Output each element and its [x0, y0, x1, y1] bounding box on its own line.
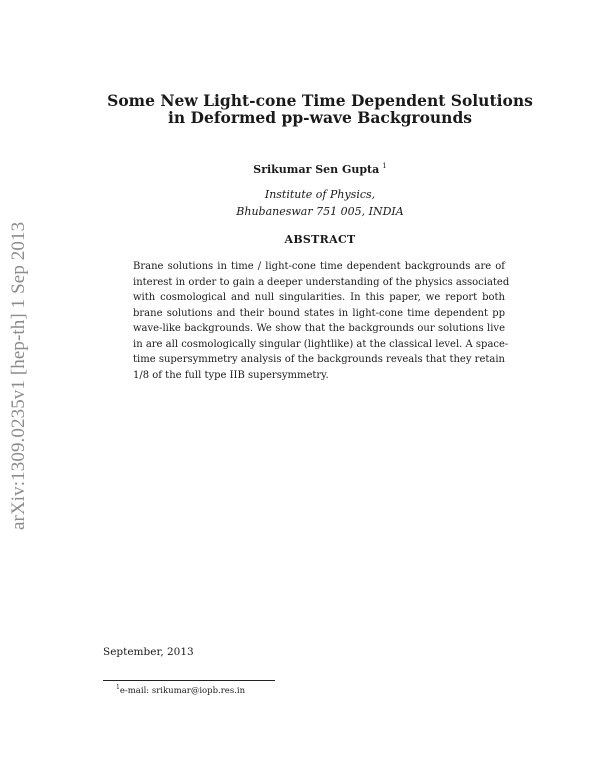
author-name: Srikumar Sen Gupta — [253, 163, 380, 176]
footnote — [116, 684, 245, 696]
abstract-line: time supersymmetry analysis of the backgrounds reveals that they retain — [133, 354, 505, 365]
title-line-2: in Deformed pp-wave Backgrounds — [167, 108, 473, 127]
publication-date: September, 2013 — [103, 646, 194, 658]
abstract-line: brane solutions and their bound states in light-cone time dependent pp — [133, 307, 505, 319]
abstract-line: in are all cosmologically singular (lightlike) at the classical level. A space- — [133, 338, 509, 350]
author — [100, 162, 540, 176]
footnote-divider — [103, 680, 275, 681]
abstract-body — [133, 259, 510, 383]
abstract-line: interest in order to gain a deeper understanding of the physics associated — [133, 276, 510, 288]
author-footnote-mark: 1 — [382, 162, 387, 170]
title-line-1: Some New Light-cone Time Dependent Solutions — [107, 91, 533, 110]
abstract-line: 1/8 of the full type IIB supersymmetry. — [133, 369, 329, 381]
footnote-mark: 1 — [116, 684, 120, 691]
abstract-line: Brane solutions in time / light-cone time dependent backgrounds are of — [133, 261, 505, 272]
abstract-line: wave-like backgrounds. We show that the backgrounds our solutions live — [133, 323, 505, 334]
abstract-heading: ABSTRACT — [284, 233, 356, 246]
affiliation — [100, 186, 540, 220]
affiliation-line-2: Bhubaneswar 751 005, INDIA — [236, 205, 404, 218]
affiliation-line-1: Institute of Physics, — [264, 188, 376, 201]
footnote-email: e-mail: srikumar@iopb.res.in — [119, 686, 246, 696]
arxiv-identifier-stamp: arXiv:1309.0235v1 [hep-th] 1 Sep 2013 — [8, 221, 29, 530]
paper-title — [80, 92, 560, 126]
abstract-line: with cosmological and null singularities. In this paper, we report both — [133, 292, 505, 303]
